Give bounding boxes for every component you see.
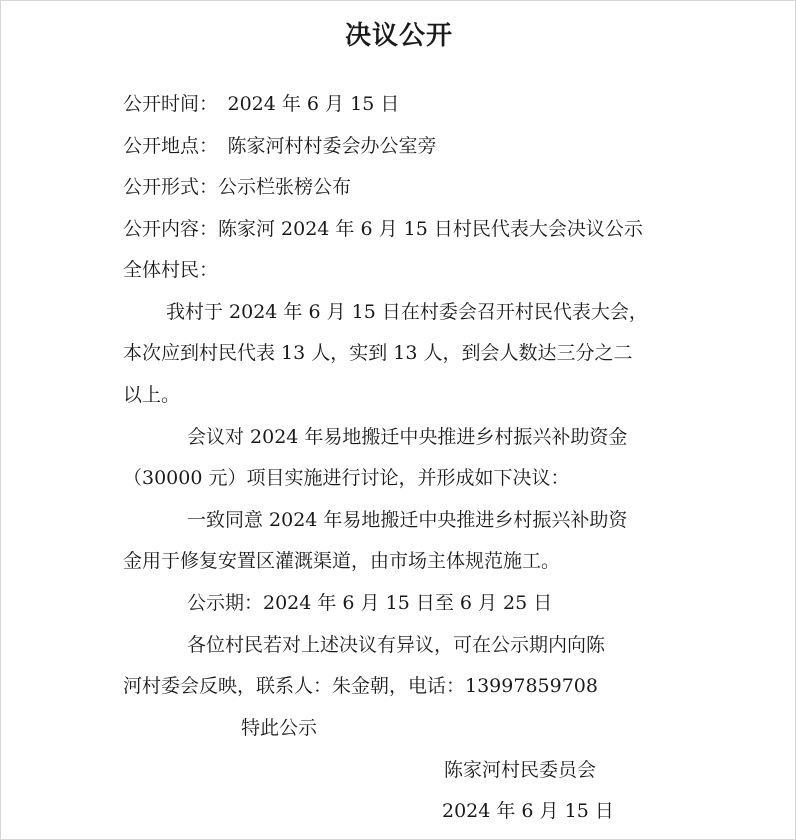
page-title: 决议公开	[344, 21, 453, 51]
paragraph-1-line-1: 我村于 2024 年 6 月 15 日在村委会召开村民代表大会，	[166, 301, 648, 323]
closing-notice: 特此公示	[241, 717, 318, 739]
paragraph-1-line-3: 以上。	[123, 384, 181, 406]
paragraph-3-line-1: 一致同意 2024 年易地搬迁中央推进乡村振兴补助资	[187, 509, 628, 531]
paragraph-1-line-2: 本次应到村民代表 13 人，实到 13 人，到会人数达三分之二	[123, 342, 633, 364]
salutation: 全体村民：	[123, 259, 219, 281]
disclosure-period: 公示期：2024 年 6 月 15 日至 6 月 25 日	[187, 592, 553, 614]
signature-date: 2024 年 6 月 15 日	[442, 800, 614, 822]
disclosure-form: 公开形式：公示栏张榜公布	[123, 176, 352, 198]
paragraph-4-line-1: 各位村民若对上述决议有异议，可在公示期内向陈	[187, 634, 606, 656]
paragraph-2-line-2: （30000 元）项目实施进行讨论，并形成如下决议：	[123, 467, 570, 489]
paragraph-2-line-1: 会议对 2024 年易地搬迁中央推进乡村振兴补助资金	[187, 426, 628, 448]
paragraph-3-line-2: 金用于修复安置区灌溉渠道，由市场主体规范施工。	[123, 550, 561, 572]
disclosure-place: 公开地点： 陈家河村村委会办公室旁	[123, 135, 437, 157]
disclosure-time: 公开时间： 2024 年 6 月 15 日	[123, 93, 400, 115]
signer-name: 陈家河村民委员会	[444, 759, 597, 781]
paragraph-4-line-2: 河村委会反映，联系人：朱金朝，电话：13997859708	[123, 675, 598, 697]
disclosure-content: 公开内容：陈家河 2024 年 6 月 15 日村民代表大会决议公示	[123, 218, 643, 240]
